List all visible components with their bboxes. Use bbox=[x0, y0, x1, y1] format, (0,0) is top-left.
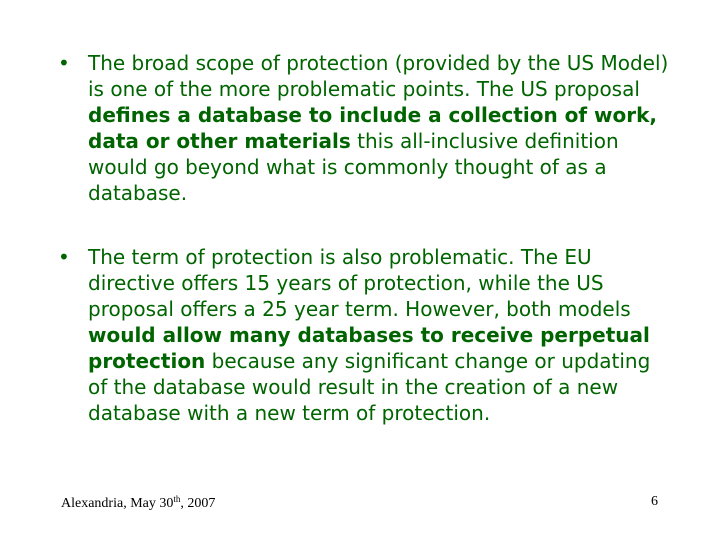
bullet-marker: • bbox=[58, 51, 70, 75]
page-number: 6 bbox=[651, 494, 658, 509]
bullet-list bbox=[58, 50, 670, 426]
footer-year: , 2007 bbox=[180, 496, 216, 511]
bullet-text-segment: The broad scope of protection (provided by the US Model) is one of the more problematic points. The US proposal bbox=[88, 51, 669, 101]
bullet-text-segment: The term of protection is also problematic. The EU directive offers 15 years of protection, while the US proposal offers a 25 year term. However, both models bbox=[88, 245, 631, 321]
bullet-text-emphasis: would allow many databases to receive perpetual protection bbox=[88, 323, 650, 373]
bullet-item-term bbox=[58, 244, 670, 426]
footer-location-date bbox=[61, 494, 215, 512]
bullet-text-segment: this all-inclusive definition would go beyond what is commonly thought of as a database. bbox=[88, 129, 619, 205]
bullet-text-segment: because any significant change or updating of the database would result in the creation of a new database with a new term of protection. bbox=[88, 349, 651, 425]
bullet-item-scope bbox=[58, 50, 670, 206]
bullet-text-emphasis: defines a database to include a collection of work, data or other materials bbox=[88, 103, 658, 153]
footer-location-date-text: Alexandria, May 30 bbox=[61, 496, 174, 511]
bullet-marker: • bbox=[58, 245, 70, 269]
footer-ordinal-suffix: th bbox=[173, 494, 181, 504]
